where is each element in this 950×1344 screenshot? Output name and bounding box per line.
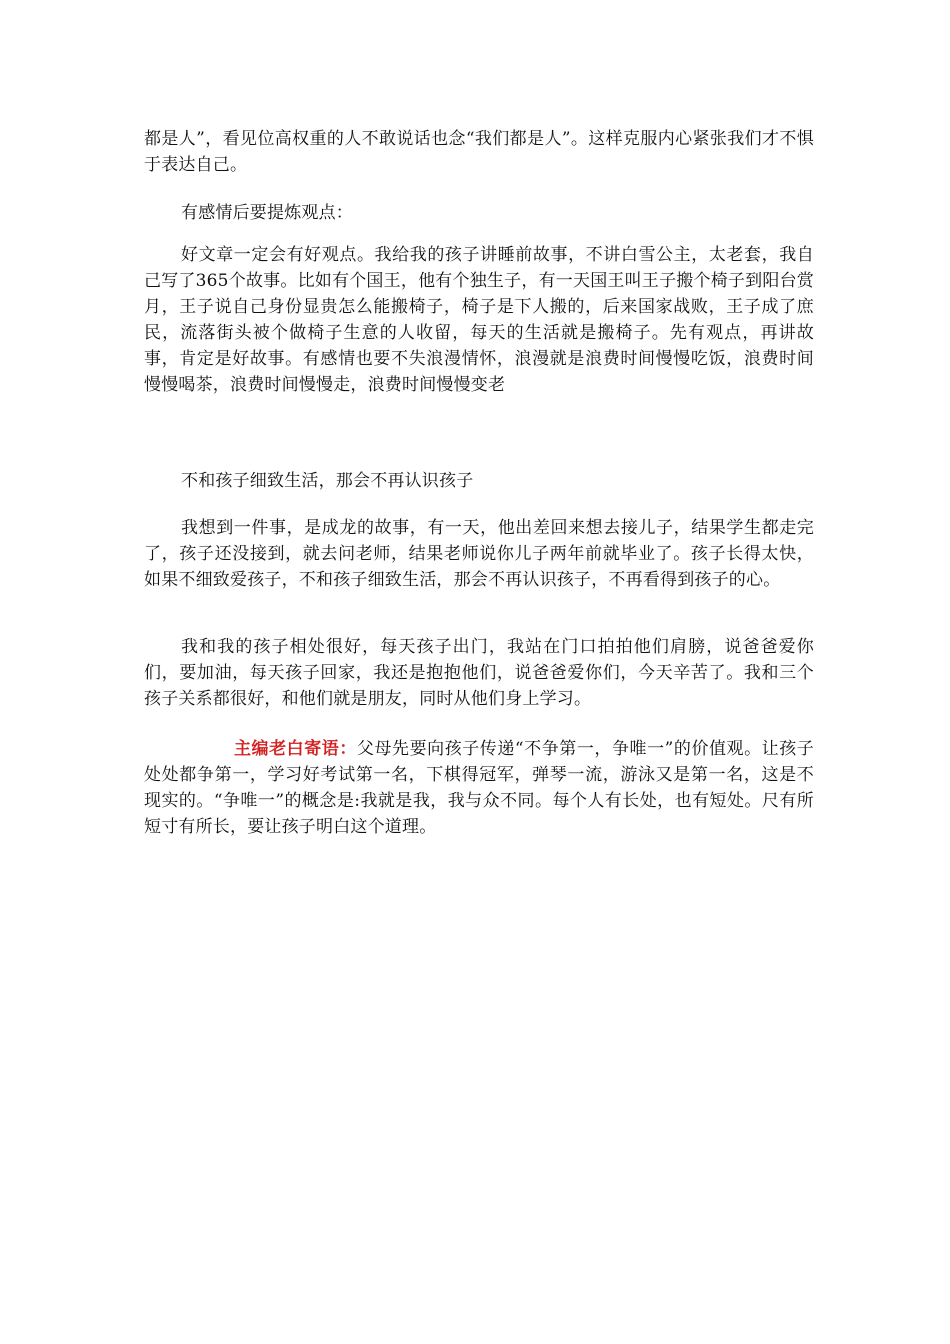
- editor-note: [144, 736, 814, 840]
- section-heading-detailed-life: 不和孩子细致生活，那会不再认识孩子: [181, 471, 474, 491]
- paragraph-continuation: 都是人”，看见位高权重的人不敢说话也念“我们都是人”。这样克服内心紧张我们才不惧于表达自己。: [144, 129, 814, 175]
- editor-note-label: 主编老白寄语：: [234, 739, 357, 759]
- paragraph-good-opinion: 好文章一定会有好观点。我给我的孩子讲睡前故事，不讲白雪公主，太老套，我自己写了365个故事。比如有个国王，他有个独生子，有一天国王叫王子搬个椅子到阳台赏月，王子说自己身份显贵怎么能搬椅子，椅子是下人搬的，后来国家战败，王子成了庶民，流落街头被个做椅子生意的人收留，每天的生活就是搬椅子。先有观点，再讲故事，肯定是好故事。有感情也要不失浪漫情怀，浪漫就是浪费时间慢慢吃饭，浪费时间慢慢喝茶，浪费时间慢慢走，浪费时间慢慢变老: [144, 245, 814, 395]
- paragraph-get-along-with-children: 我和我的孩子相处很好，每天孩子出门，我站在门口拍拍他们肩膀，说爸爸爱你们，要加油，每天孩子回家，我还是抱抱他们，说爸爸爱你们，今天辛苦了。我和三个孩子关系都很好，和他们就是朋友，同时从他们身上学习。: [144, 637, 814, 709]
- section-heading-opinion: 有感情后要提炼观点：: [181, 203, 353, 223]
- paragraph-jackie-chan-story: 我想到一件事，是成龙的故事，有一天，他出差回来想去接儿子，结果学生都走完了，孩子还没接到，就去问老师，结果老师说你儿子两年前就毕业了。孩子长得太快，如果不细致爱孩子，不和孩子细致生活，那会不再认识孩子，不再看得到孩子的心。: [144, 518, 814, 590]
- editor-note-text: 父母先要向孩子传递“不争第一，争唯一”的价值观。让孩子处处都争第一，学习好考试第一名，下棋得冠军，弹琴一流，游泳又是第一名，这是不现实的。“争唯一”的概念是:我就是我，我与众不同。每个人有长处，也有短处。尺有所短寸有所长，要让孩子明白这个道理。: [144, 739, 814, 837]
